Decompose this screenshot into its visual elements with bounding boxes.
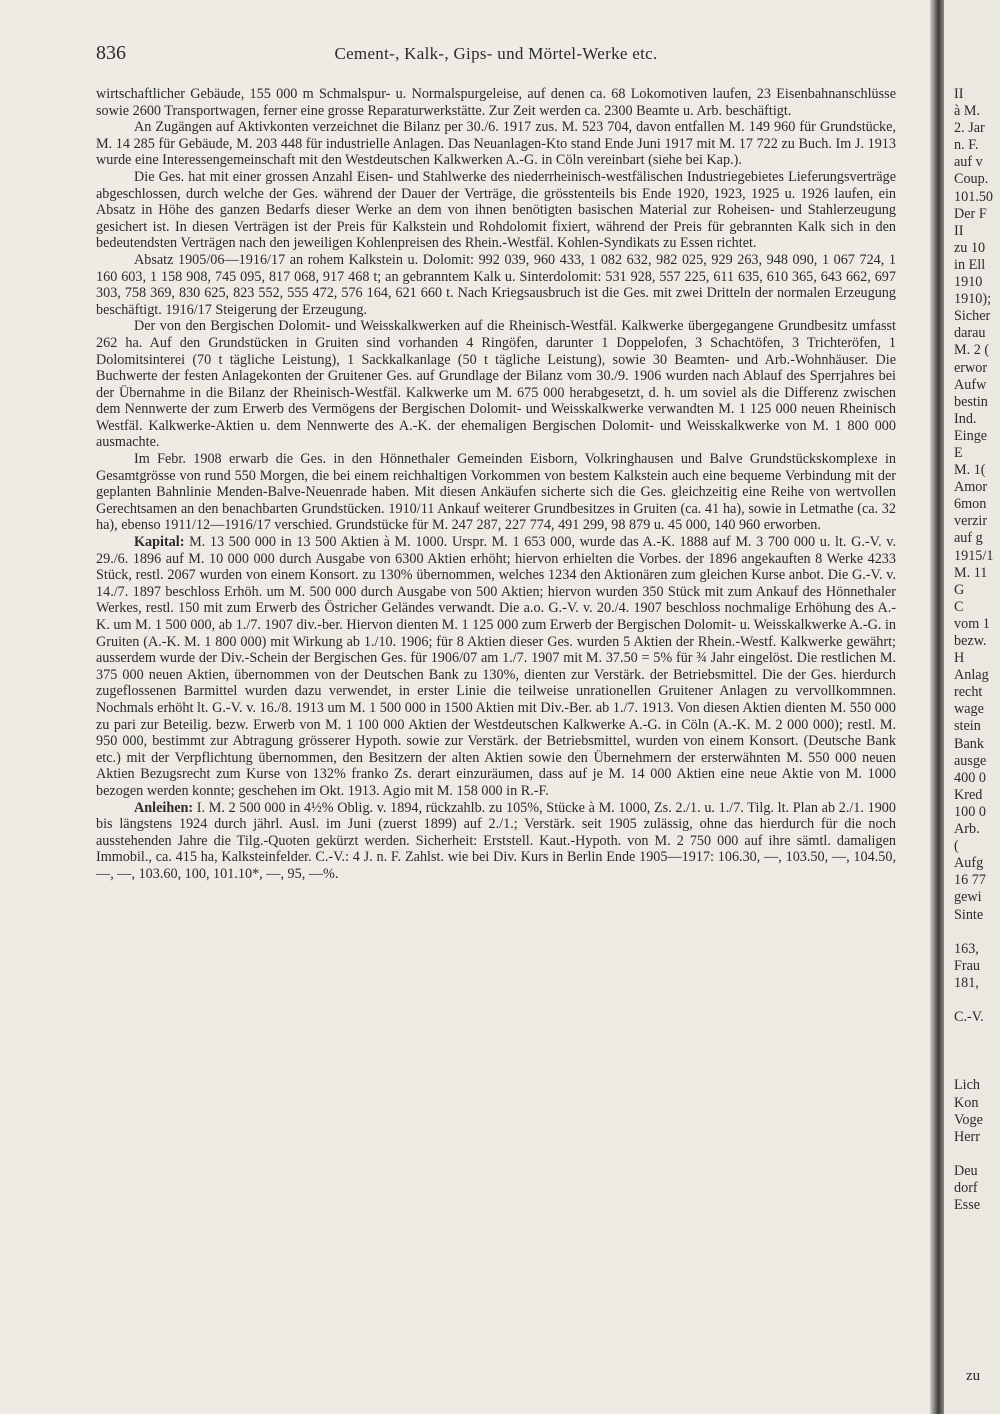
facing-line: bestin <box>954 393 988 410</box>
facing-line <box>954 1026 1000 1043</box>
facing-line: 181, <box>954 974 979 991</box>
page-number: 836 <box>96 42 126 64</box>
section-kapital <box>96 534 896 800</box>
facing-line: G <box>954 581 965 598</box>
facing-line: 1910); <box>954 291 992 308</box>
facing-line: H <box>954 650 965 667</box>
facing-line: Amor <box>954 479 988 496</box>
facing-line: M. 2 ( <box>954 342 990 359</box>
facing-line: auf v <box>954 154 983 171</box>
section-anleihen <box>96 800 896 883</box>
facing-line: bezw. <box>954 633 987 649</box>
facing-line: Kon <box>954 1094 979 1111</box>
paragraph-property: Der von den Bergischen Dolomit- und Weisskalkwerken auf die Rheinisch-Westfäl. Kalkwerke übergegangene Grundbesitz umfasst 262 ha. Auf den Grundstücken in Gruiten sind vorhanden 4 Ringöfen, darunter 1 Doppelofen, 3 Schachtöfen, 3 Trichteröfen, 1 Dolomitsinterei (70 t tägliche Leistung), 1 Sackkalkanlage (50 t tägliche Leistung), sowie 30 Beamten- und Arb.-Wohnhäuser. Die Buchwerte der festen Anlagekonten der Gruitener Ges. auf Grundlage der Bilanz vom 30./9. 1906 wurden nach Ablauf des Sperrjahres bei der Übernahme in die Bilanz der Rheinisch-Westfäl. Kalkwerke um M. 675 000 herabgesetzt, d. h. um soviel als die Differenz zwischen dem Nennwerte der zum Erwerb des Vermögens der Bergischen Dolomit- und Weisskalkwerke verwandten M. 1 125 000 neuen Rheinisch Westfäl. Kalkwerke-Aktien u. dem Nennwerte des A.-K. der ehemaligen Bergischen Dolomit- und Weisskalkwerke von M. 1 800 000 ausmachte. <box>96 318 896 451</box>
facing-line: E <box>954 444 963 461</box>
facing-line <box>954 1214 1000 1231</box>
facing-line: gewi <box>954 889 982 906</box>
facing-line: ausge <box>954 752 987 769</box>
facing-line: 100 0 <box>954 803 986 820</box>
facing-line: vom 1 <box>954 615 990 632</box>
facing-line: Kred <box>954 786 983 803</box>
facing-page-fragments <box>954 86 1000 1300</box>
facing-line: Herr <box>954 1128 980 1145</box>
paragraph-buildings: wirtschaftlicher Gebäude, 155 000 m Schmalspur- u. Normalspurgeleise, auf denen ca. 68 Lokomotiven laufen, 23 Eisenbahnanschlüsse sowie 2600 Transportwagen, ferner eine grosse Reparaturwerkstätte. Zur Zeit werden ca. 2300 Beamte u. Arb. beschäftigt. <box>96 86 896 119</box>
facing-line: à M. <box>954 103 981 120</box>
facing-line: Frau <box>954 957 981 974</box>
facing-line: Bank <box>954 735 984 752</box>
facing-line: zu 10 <box>954 239 986 256</box>
facing-line <box>954 1283 1000 1300</box>
facing-line: Sinte <box>954 906 984 923</box>
facing-line: 1910 <box>954 274 983 291</box>
facing-line: Sicher <box>954 308 991 325</box>
paragraph-acquisitions: Im Febr. 1908 erwarb die Ges. in den Hönnethaler Gemeinden Eisborn, Volkringhausen und Balve Grundstückskomplexe in Gesamtgrösse von rund 550 Morgen, die bei einem reichhaltigen Vorkommen von bestem Kalkstein auch eine bequeme Verbindung mit der geplanten Bahnlinie Menden-Balve-Neuenrade haben. Mit diesen Ankäufen sicherte sich die Ges. gleichzeitig eine Reihe von wertvollen Gerechtsamen an den benachbarten Grundstücken. 1910/11 Ankauf weiterer Grundbesitzes in Gruiten (ca. 41 ha), sowie in Letmathe (ca. 32 ha), ebenso 1911/12—1916/17 verschied. Grundstücke für M. 247 287, 227 774, 491 299, 98 879 u. 45 000, 140 960 erworben. <box>96 451 896 534</box>
facing-line <box>954 924 1000 941</box>
facing-line: n. F. <box>954 137 979 154</box>
facing-line: 400 0 <box>954 769 986 786</box>
facing-line: II <box>954 86 964 102</box>
book-gutter <box>930 0 944 1414</box>
facing-line: Anlag <box>954 667 989 684</box>
facing-line: Ind. <box>954 410 977 427</box>
facing-line: Esse <box>954 1197 981 1214</box>
facing-line <box>954 992 1000 1009</box>
running-title: Cement-, Kalk-, Gips- und Mörtel-Werke etc. <box>334 44 658 63</box>
facing-line <box>954 1060 1000 1077</box>
facing-line: 6mon <box>954 496 987 513</box>
facing-line: 16 77 <box>954 872 986 889</box>
facing-line: ( <box>954 838 959 855</box>
anleihen-text: I. M. 2 500 000 in 4½% Oblig. v. 1894, rückzahlb. zu 105%, Stücke à M. 1000, Zs. 2./1. u. 1./7. Tilg. lt. Plan ab 2./1. 1900 bis längstens 1924 durch jährl. Ausl. im Juni (zuerst 1899) auf 2./1.; Verstärk. seit 1905 zulässig, ohne das hierdurch für die noch ausstehenden Jahre die Tilg.-Quoten gekürzt werden. Sicherheit: Erststell. Kaut.-Hypoth. von M. 2 750 000 auf ihre sämtl. damaligen Immobil., ca. 415 ha, Kalksteinfelder. C.-V.: 4 J. n. F. Zahlst. wie bei Div. Kurs in Berlin Ende 1905—1917: 106.30, —, 103.50, —, 104.50, —, —, 103.60, 100, 101.10*, —, 95, —%. <box>96 799 896 882</box>
paragraph-additions: An Zugängen auf Aktivkonten verzeichnet die Bilanz per 30./6. 1917 zus. M. 523 704, davon entfallen M. 149 960 für Grundstücke, M. 14 285 für Gebäude, M. 203 448 für industrielle Anlagen. Das Neuanlagen-Kto stand Ende Juni 1917 mit M. 17 722 zu Buch. Im J. 1913 wurde eine Interessengemeinschaft mit den Westdeutschen Kalkwerken A.-G. in Cöln vereinbart (siehe bei Kap.). <box>96 119 896 169</box>
facing-line: Aufw <box>954 376 987 393</box>
facing-line <box>954 1248 1000 1265</box>
facing-line: C <box>954 598 964 615</box>
facing-line: Lich <box>954 1077 980 1094</box>
facing-line: 163, <box>954 940 979 957</box>
facing-line: erwor <box>954 359 988 376</box>
paragraph-sales: Absatz 1905/06—1916/17 an rohem Kalkstein u. Dolomit: 992 039, 960 433, 1 082 632, 982 025, 929 263, 948 090, 1 067 724, 1 160 603, 1 158 908, 745 095, 817 068, 917 468 t; an gebranntem Kalk u. Sinterdolomit: 531 928, 557 225, 611 635, 610 365, 643 662, 697 303, 758 369, 830 625, 823 552, 555 472, 576 164, 621 660 t. Nach Kriegsausbruch ist die Ges. mit zwei Dritteln der normalen Erzeugung beschäftigt. 1916/17 Steigerung der Erzeugung. <box>96 251 896 318</box>
facing-line: darau <box>954 325 986 342</box>
page-body <box>96 86 896 883</box>
facing-line: recht <box>954 684 983 701</box>
facing-line: II <box>954 222 964 239</box>
anleihen-label: Anleihen: <box>134 799 194 816</box>
facing-line: Arb. <box>954 821 980 838</box>
facing-line: wage <box>954 701 984 718</box>
facing-line: Der F <box>954 205 987 222</box>
facing-line: verzir <box>954 513 988 530</box>
facing-line: Deu <box>954 1162 978 1179</box>
facing-line <box>954 1146 1000 1163</box>
facing-line: 101.50 <box>954 188 994 205</box>
facing-line: Einge <box>954 427 988 444</box>
kapital-label: Kapital: <box>134 534 185 551</box>
facing-line: in Ell <box>954 256 986 273</box>
facing-line: 1915/1 <box>954 547 994 564</box>
facing-line: Coup. <box>954 171 989 188</box>
kapital-text: M. 13 500 000 in 13 500 Aktien à M. 1000. Urspr. M. 1 653 000, wurde das A.-K. 1888 auf M. 3 700 000 u. lt. G.-V. v. 29./6. 1896 auf M. 10 000 000 durch Ausgabe von 6300 Aktien erhöht; hiervon erhielten die Vorbes. der 1896 angekauften 8 Werke 4233 Stück, restl. 2067 wurden von einem Konsort. zu 130% übernommen, welches 1234 den Aktionären zum gleichen Kurse anbot. Die G.-V. v. 14./7. 1897 beschloss Erhöh. um M. 500 000 durch Ausgabe von 500 Aktien; hiervon wurden 350 Stück mit zum Ankauf des Hönnethaler Werkes, restl. 150 mit zum Erwerb des Östricher Geländes verwandt. Die a.o. G.-V. v. 20./4. 1907 beschloss nochmalige Erhöhung des A.-K. um M. 1 500 000, ab 1./7. 1907 div.-ber. Hiervon dienten M. 1 125 000 zum Erwerb der Bergischen Dolomit- u. Weisskalkwerke A.-G. in Gruiten (A.-K. M. 1 800 000) mit Wirkung ab 1./10. 1906; für 8 Aktien dieser Ges. wurden 5 Aktien der Rhein.-Westf. Kalkwerke gewährt; ausserdem wurde der Div.-Schein der Bergischen Ges. für 1906/07 am 1./7. 1907 mit M. 37.50 = 5% für ¾ Jahr eingelöst. Die restlichen M. 375 000 neuen Aktien, übernommen von der Deutschen Bank zu 130%, dienten zur Verstärk. der Betriebsmittel. Die der Ges. hierdurch zugeflossenen Barmittel wurden dazu verwendet, in erster Linie die teilweise unrationellen Gruitener Anlagen zu vervollkommnen. Nochmals erhöht lt. G.-V. v. 16./8. 1913 um M. 1 500 000 in 1500 Aktien mit Div.-Ber. ab 1./7. 1913. Von diesen Aktien dienten M. 550 000 zu pari zur Beteilig. bezw. Erwerb von M. 1 100 000 Aktien der Westdeutschen Kalkwerke A.-G. in Cöln (A.-K. M. 2 000 000); restl. M. 950 000, bestimmt zur Abtragung grösserer Hypoth. sowie zur Verstärk. der Betriebsmittel, wurden von einem Konsort. (Deutsche Bank etc.) mit der Verpflichtung übernommen, den Besitzern der alten Aktien sowie den Übernehmern der ersterwähnten M. 550 000 neuen Aktien Bezugsrecht zum Kurse von 132% franko Zs. derart einzuräumen, dass auf je M. 14 000 Aktien eine neue Aktie von M. 1000 bezogen werden konnte; geschehen im Okt. 1913. Agio mit M. 158 000 in R.-F. <box>96 534 896 799</box>
facing-line: 2. Jar <box>954 120 985 137</box>
facing-line <box>954 1231 1000 1248</box>
facing-line: C.-V. <box>954 1009 984 1026</box>
facing-line: stein <box>954 718 981 735</box>
facing-line: Voge <box>954 1111 983 1128</box>
facing-line <box>954 1265 1000 1282</box>
facing-line: M. 1( <box>954 462 986 479</box>
paragraph-contracts: Die Ges. hat mit einer grossen Anzahl Eisen- und Stahlwerke des niederrheinisch-westfälischen Industriegebietes Lieferungsverträge abgeschlossen, durch welche der Ges. während der Dauer der Verträge, die grösstenteils bis Ende 1920, 1923, 1925 u. 1926 laufen, ein Absatz in Höhe des ganzen Bedarfs dieser Werke an dem von ihnen benötigten basischen Material zur Roheisen- und Stahlerzeugung gesichert ist. In diesen Verträgen ist der Preis für Kalkstein und Rohdolomit fixiert, während der Preis für gebrannten Kalk sich in den bedeutendsten Verträgen nach den jeweiligen Kohlenpreisen des Rhein.-Westfäl. Kohlen-Syndikats zu Essen richtet. <box>96 168 896 252</box>
facing-line: dorf <box>954 1180 978 1196</box>
facing-line: auf g <box>954 530 983 547</box>
facing-line <box>954 1043 1000 1060</box>
facing-line: Aufg <box>954 855 984 872</box>
facing-page-catchword: zu <box>966 1368 981 1384</box>
facing-line: M. 11 <box>954 564 988 581</box>
page-header <box>96 42 896 68</box>
facing-page-edge <box>944 0 1000 1414</box>
